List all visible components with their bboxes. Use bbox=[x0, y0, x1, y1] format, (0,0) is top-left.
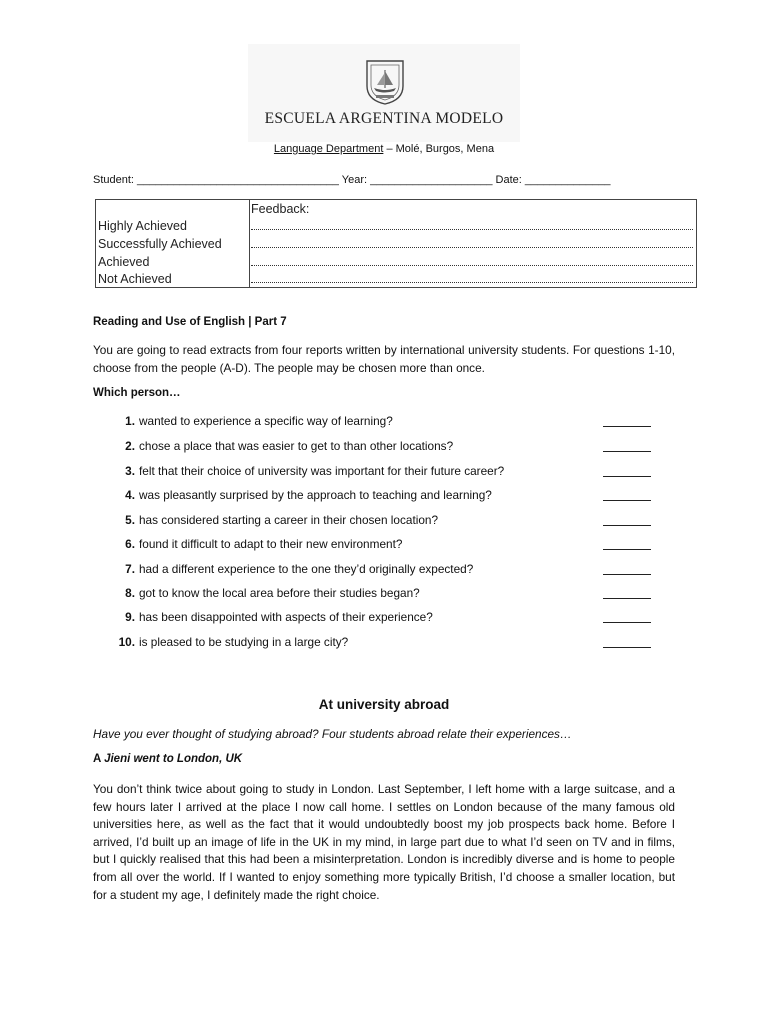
answer-blank[interactable] bbox=[603, 476, 651, 477]
question-text: has considered starting a career in their chosen location? bbox=[139, 513, 439, 527]
question-text: is pleased to be studying in a large city? bbox=[139, 635, 349, 649]
question-text: was pleasantly surprised by the approach to teaching and learning? bbox=[139, 488, 492, 502]
section-a-heading bbox=[93, 753, 242, 765]
question-text: had a different experience to the one they’d originally expected? bbox=[139, 562, 474, 576]
question-text: found it difficult to adapt to their new environment? bbox=[139, 537, 403, 551]
question-item bbox=[113, 586, 653, 602]
question-number: 4. bbox=[125, 488, 135, 502]
which-person-heading: Which person… bbox=[93, 387, 181, 399]
question-number: 10. bbox=[118, 635, 135, 649]
question-number: 7. bbox=[125, 562, 135, 576]
feedback-table bbox=[95, 199, 697, 288]
answer-blank[interactable] bbox=[603, 426, 651, 427]
student-info-line[interactable]: Student: _________________________________ Year: ____________________ Date: ______________ bbox=[93, 174, 611, 186]
section-a-letter: A bbox=[93, 753, 105, 765]
question-number: 8. bbox=[125, 586, 135, 600]
question-text: has been disappointed with aspects of their experience? bbox=[139, 610, 433, 624]
department-label: Language Department bbox=[273, 143, 384, 155]
question-text: felt that their choice of university was important for their future career? bbox=[139, 464, 505, 478]
question-item bbox=[113, 464, 653, 480]
department-line bbox=[0, 143, 768, 155]
answer-blank[interactable] bbox=[603, 574, 651, 575]
question-item bbox=[113, 537, 653, 553]
question-item bbox=[113, 414, 653, 430]
answer-blank[interactable] bbox=[603, 451, 651, 452]
feedback-title: Feedback: bbox=[251, 202, 310, 216]
question-item bbox=[113, 439, 653, 455]
feedback-line[interactable] bbox=[251, 247, 693, 248]
section-a-name: Jieni went to London, UK bbox=[104, 753, 243, 765]
question-item bbox=[113, 513, 653, 529]
level-successfully-achieved: Successfully Achieved bbox=[98, 237, 222, 251]
question-text: got to know the local area before their studies began? bbox=[139, 586, 420, 600]
level-not-achieved: Not Achieved bbox=[98, 272, 172, 286]
department-teachers: – Molé, Burgos, Mena bbox=[383, 143, 495, 155]
level-achieved: Achieved bbox=[98, 255, 150, 269]
section-a-paragraph: You don’t think twice about going to study in London. Last September, I left home with a large suitcase, and a few hours later I arrived at the place I now call home. I settles on London because of the many famous old universities here, as well as the fact that it would undoubtedly boost my job prospects back home. Before I arrived, I’d built up an image of life in the UK in my mind, in large part due to what I’d seen on TV and in films, but I quickly realised that this had been a misinterpretation. London is incredibly diverse and is home to people from all over the world. If I wanted to enjoy something more typically British, I’d choose a smaller location, but for a student my age, I definitely made the right choice. bbox=[93, 782, 675, 902]
school-name: ESCUELA ARGENTINA MODELO bbox=[264, 110, 504, 127]
feedback-line[interactable] bbox=[251, 282, 693, 283]
question-number: 1. bbox=[125, 414, 135, 428]
answer-blank[interactable] bbox=[603, 622, 651, 623]
question-number: 5. bbox=[125, 513, 135, 527]
question-number: 3. bbox=[125, 464, 135, 478]
section-heading: Reading and Use of English | Part 7 bbox=[93, 316, 287, 328]
feedback-line[interactable] bbox=[251, 229, 693, 230]
level-highly-achieved: Highly Achieved bbox=[98, 219, 187, 233]
answer-blank[interactable] bbox=[603, 525, 651, 526]
question-item bbox=[113, 635, 653, 651]
school-crest-icon bbox=[363, 58, 407, 106]
question-number: 2. bbox=[125, 439, 135, 453]
question-item bbox=[113, 562, 653, 578]
answer-blank[interactable] bbox=[603, 598, 651, 599]
question-item bbox=[113, 488, 653, 504]
article-subtitle: Have you ever thought of studying abroad? Four students abroad relate their experiences… bbox=[93, 727, 572, 741]
question-text: chose a place that was easier to get to than other locations? bbox=[139, 439, 454, 453]
question-text: wanted to experience a specific way of learning? bbox=[139, 414, 393, 428]
answer-blank[interactable] bbox=[603, 549, 651, 550]
question-number: 9. bbox=[125, 610, 135, 624]
feedback-line[interactable] bbox=[251, 265, 693, 266]
instructions-text: You are going to read extracts from four reports written by international university students. For questions 1-10, choose from the people (A-D). The people may be chosen more than once. bbox=[93, 343, 675, 375]
question-item bbox=[113, 610, 653, 626]
school-logo-header bbox=[248, 44, 520, 142]
answer-blank[interactable] bbox=[603, 647, 651, 648]
question-number: 6. bbox=[125, 537, 135, 551]
answer-blank[interactable] bbox=[603, 500, 651, 501]
article-title: At university abroad bbox=[318, 697, 450, 712]
achievement-levels-column bbox=[96, 200, 250, 287]
